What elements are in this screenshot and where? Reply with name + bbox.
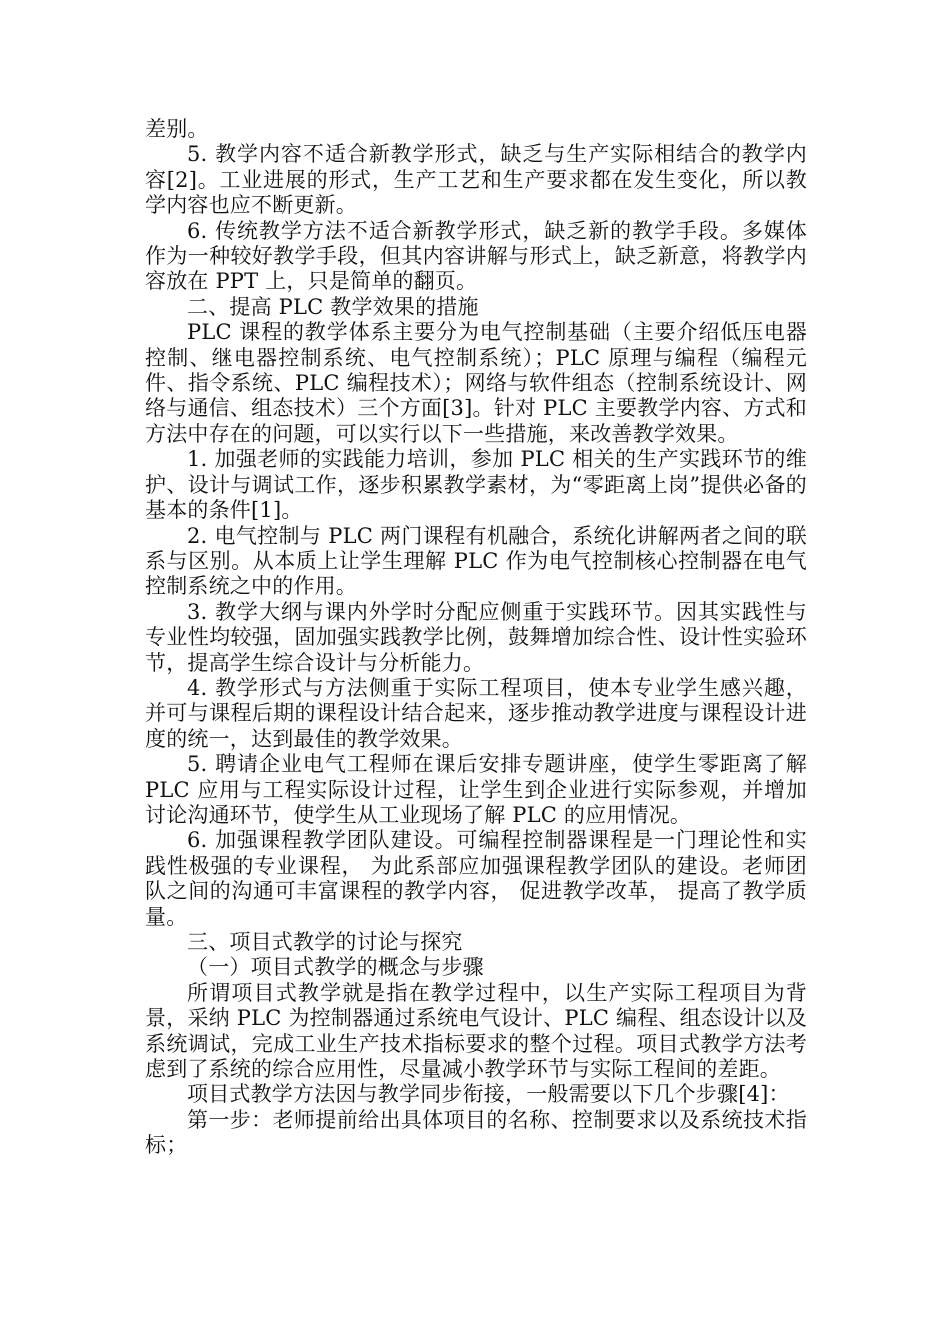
paragraph-measure-6: 6. 加强课程教学团队建设。可编程控制器课程是一门理论性和实践性极强的专业课程， 为此系部应加强课程教学团队的建设。老师团队之间的沟通可丰富课程的教学内容， 促进教学改革， 提高了教学质量。 — [145, 828, 807, 929]
paragraph-measure-5: 5. 聘请企业电气工程师在课后安排专题讲座，使学生零距离了解 PLC 应用与工程实际设计过程，让学生到企业进行实际参观，并增加讨论沟通环节，使学生从工业现场了解 PLC 的应用情况。 — [145, 752, 807, 827]
paragraph-measure-1: 1. 加强老师的实践能力培训，参加 PLC 相关的生产实践环节的维护、设计与调试工作，逐步积累教学素材，为“零距离上岗”提供必备的基本的条件[1]。 — [145, 447, 807, 523]
section-heading-3: 三、项目式教学的讨论与探究 — [187, 930, 463, 954]
paragraph-step-1: 第一步：老师提前给出具体项目的名称、控制要求以及系统技术指标； — [145, 1107, 807, 1158]
paragraph-plc-system: PLC 课程的教学体系主要分为电气控制基础（主要介绍低压电器控制、继电器控制系统、电气控制系统）；PLC 原理与编程（编程元件、指令系统、PLC 编程技术）；网络与软件组态（控制系统设计、网络与通信、组态技术）三个方面[3]。针对 PLC 主要教学内容、方式和方法中存在的问题，可以实行以下一些措施，来改善教学效果。 — [145, 320, 807, 446]
paragraph-measure-3: 3. 教学大纲与课内外学时分配应侧重于实践环节。因其实践性与专业性均较强，固加强实践教学比例，鼓舞增加综合性、设计性实验环节，提高学生综合设计与分析能力。 — [145, 599, 807, 675]
paragraph-continuation: 差别。 — [145, 117, 209, 141]
section-heading-2: 二、提高 PLC 教学效果的措施 — [187, 294, 479, 319]
paragraph-measure-4: 4. 教学形式与方法侧重于实际工程项目，使本专业学生感兴趣，并可与课程后期的课程设计结合起来，逐步推动教学进度与课程设计进度的统一，达到最佳的教学效果。 — [145, 675, 807, 751]
paragraph-item-6-method: 6. 传统教学方法不适合新教学形式，缺乏新的教学手段。多媒体作为一种较好教学手段，但其内容讲解与形式上，缺乏新意，将教学内容放在 PPT 上，只是简单的翻页。 — [145, 218, 807, 294]
paragraph-measure-2: 2. 电气控制与 PLC 两门课程有机融合，系统化讲解两者之间的联系与区别。从本质上让学生理解 PLC 作为电气控制核心控制器在电气控制系统之中的作用。 — [145, 523, 807, 599]
paragraph-project-steps-intro: 项目式教学方法因与教学同步衔接，一般需要以下几个步骤[4]： — [187, 1082, 790, 1107]
document-page — [145, 117, 807, 1159]
subsection-heading-1: （一）项目式教学的概念与步骤 — [187, 955, 484, 980]
paragraph-item-5-content: 5. 教学内容不适合新教学形式，缺乏与生产实际相结合的教学内容[2]。工业进展的形式，生产工艺和生产要求都在发生变化，所以教学内容也应不断更新。 — [145, 142, 807, 218]
paragraph-project-definition: 所谓项目式教学就是指在教学过程中，以生产实际工程项目为背景，采纳 PLC 为控制器通过系统电气设计、PLC 编程、组态设计以及系统调试，完成工业生产技术指标要求的整个过程。项目式教学方法考虑到了系统的综合应用性，尽量减小教学环节与实际工程间的差距。 — [145, 980, 807, 1082]
